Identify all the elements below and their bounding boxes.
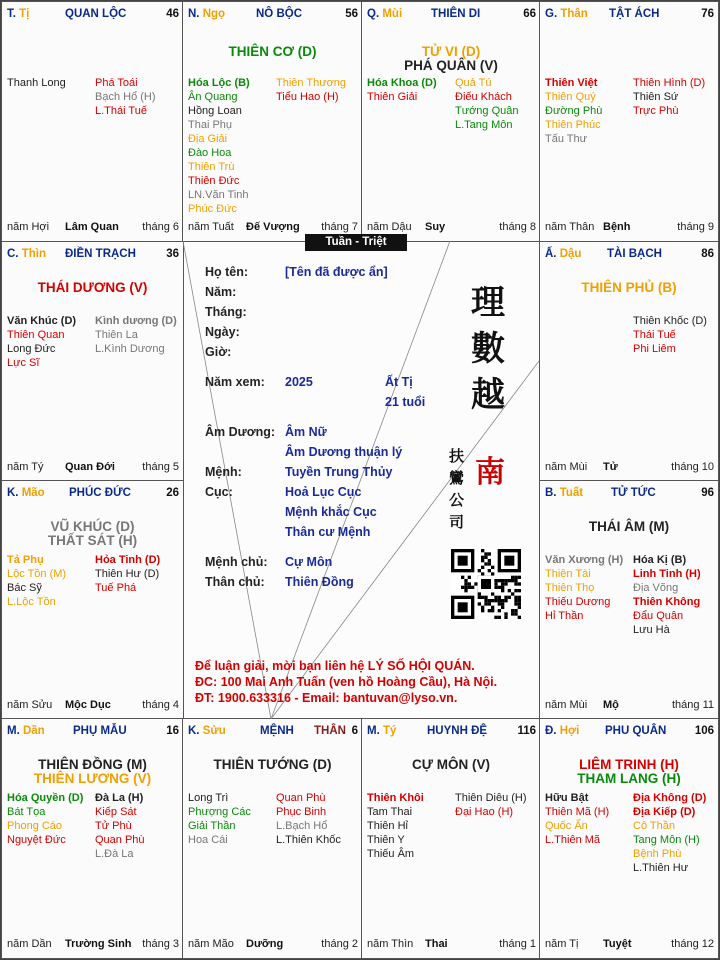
gio-label: Giờ:	[205, 345, 232, 359]
star-item: Trực Phù	[633, 105, 679, 117]
phase-label: Quan Đới	[65, 461, 115, 473]
star-item: Quả Tú	[455, 77, 492, 89]
seal-char-2: 數	[471, 329, 505, 369]
star-item: Thiên Diêu (H)	[455, 792, 527, 804]
qr-code-icon[interactable]	[451, 549, 521, 619]
star-item: Quan Phù	[276, 792, 326, 804]
star-item: Nguyệt Đức	[7, 834, 66, 846]
nam-label: Năm:	[205, 285, 237, 299]
stars-right	[633, 791, 706, 875]
star-item: Thiên Không	[633, 596, 701, 608]
main-star: THIÊN CƠ (D)	[228, 44, 317, 59]
palace-cell-thin	[1, 241, 184, 482]
star-item: Đường Phù	[545, 105, 603, 117]
star-item: Thiên Giải	[367, 91, 418, 103]
main-star: THÁI ÂM (M)	[588, 519, 670, 534]
star-item: Hóa Lộc (B)	[188, 77, 250, 89]
branch-label: B. Tuất	[545, 487, 584, 499]
star-item: Lưu Hà	[633, 624, 670, 636]
than-marker: THÂN	[314, 725, 346, 737]
age-range: 46	[166, 8, 179, 20]
star-item: Thiên Thọ	[545, 582, 595, 594]
star-item: Đại Hao (H)	[455, 806, 514, 818]
star-item: L.Lộc Tồn	[7, 596, 56, 608]
main-star-2: THẤT SÁT (H)	[47, 533, 138, 548]
star-item: Đào Hoa	[188, 147, 232, 159]
stars-left	[7, 553, 66, 609]
palace-cell-mao	[1, 480, 184, 720]
stars-left	[188, 791, 251, 847]
star-item: Ân Quang	[188, 91, 238, 103]
star-item: Lộc Tồn (M)	[7, 568, 67, 580]
year-label: năm Dần	[7, 938, 52, 950]
palace-name: QUAN LỘC	[65, 8, 127, 20]
palace-cell-ti	[1, 1, 184, 242]
age-range: 56	[345, 8, 358, 20]
star-item: Thiên Hình (D)	[633, 77, 706, 89]
year-label: năm Hợi	[7, 221, 50, 233]
star-item: L.Bạch Hổ	[276, 820, 328, 832]
star-item: L.Thiên Mã	[545, 834, 601, 846]
stars-right	[455, 791, 527, 819]
age-range: 36	[166, 248, 179, 260]
star-item: Thanh Long	[7, 77, 66, 89]
month-label: tháng 4	[142, 699, 179, 711]
branch-label: K. Sửu	[188, 725, 226, 737]
seal-small-3: 公	[449, 491, 465, 509]
star-item: Thiên Sứ	[633, 91, 679, 103]
star-item: Thai Phụ	[188, 119, 233, 131]
star-item: Địa Giải	[188, 133, 228, 145]
stars-right	[95, 791, 145, 861]
star-item: Tả Phụ	[7, 554, 44, 566]
tuan-triet-badge: Tuần - Triệt	[305, 234, 407, 251]
month-label: tháng 7	[321, 221, 358, 233]
palace-cell-ty	[361, 718, 541, 959]
phase-label: Đế Vượng	[246, 221, 300, 233]
age-range: 16	[166, 725, 179, 737]
star-item: Địa Kiếp (D)	[633, 806, 696, 818]
star-item: Phi Liêm	[633, 343, 676, 355]
age-range: 6	[351, 725, 358, 737]
star-item: Phong Cáo	[7, 820, 63, 832]
star-item: Hóa Kị (B)	[633, 554, 687, 566]
star-item: Văn Khúc (D)	[7, 315, 77, 327]
age-range: 106	[694, 725, 714, 737]
thang-label: Tháng:	[205, 305, 247, 319]
phase-label: Tuyệt	[603, 938, 632, 950]
stars-left	[545, 553, 623, 623]
stars-left	[7, 76, 66, 90]
branch-label: Đ. Hợi	[545, 725, 580, 737]
star-item: Thiên Việt	[545, 77, 598, 89]
star-item: Thái Tuế	[633, 329, 676, 341]
ngay-label: Ngày:	[205, 325, 240, 339]
stars-left	[367, 76, 437, 104]
star-item: Thiên Hư (D)	[95, 568, 160, 580]
star-item: L.Thái Tuế	[95, 105, 147, 117]
nam-xem-label: Năm xem:	[205, 375, 265, 389]
month-label: tháng 8	[499, 221, 536, 233]
contact-phone-email: ĐT: 1900.633316 - Email: bantuvan@lyso.vn.	[195, 691, 458, 705]
stars-left	[545, 791, 609, 847]
star-item: Địa Không (D)	[633, 792, 707, 804]
star-item: Thiên Quan	[7, 329, 65, 341]
palace-name: NÔ BỘC	[256, 8, 302, 20]
star-item: Bác Sỹ	[7, 582, 42, 594]
seal-small-4: 司	[449, 513, 465, 531]
menh-label: Mệnh:	[205, 465, 242, 479]
star-item: Bát Tọa	[7, 806, 46, 818]
star-item: Bệnh Phù	[633, 848, 682, 860]
am-duong-label: Âm Dương:	[205, 425, 276, 439]
than-cu-note: Thân cư Mệnh	[285, 525, 371, 539]
am-duong-value: Âm Nữ	[285, 425, 327, 439]
contact-line-1: Để luận giải, mời bạn liên hệ LÝ SỐ HỘI QUÁN.	[195, 659, 475, 673]
stars-left	[188, 76, 250, 216]
star-item: L.Đà La	[95, 848, 134, 860]
star-item: Thiên Trù	[188, 161, 235, 173]
seal-stamp: 南	[475, 455, 505, 490]
seal-small-2: 鸞	[449, 469, 465, 487]
star-item: Thiên Quý	[545, 91, 596, 103]
palace-name: TÀI BẠCH	[607, 248, 662, 260]
star-item: Hồng Loan	[188, 105, 242, 117]
star-item: Phượng Các	[188, 806, 251, 818]
star-item: Long Đức	[7, 343, 56, 355]
star-item: Thiếu Âm	[367, 848, 415, 860]
menh-chu-label: Mệnh chủ:	[205, 555, 268, 569]
stars-right	[633, 314, 707, 356]
year-label: năm Thân	[545, 221, 595, 233]
phase-label: Bệnh	[603, 221, 631, 233]
star-item: L.Thiên Khốc	[276, 834, 341, 846]
star-item: Hỏa Tinh (D)	[95, 554, 161, 566]
palace-cell-suu	[182, 718, 363, 959]
stars-left	[367, 791, 424, 861]
branch-label: G. Thân	[545, 8, 588, 20]
month-label: tháng 12	[671, 938, 714, 950]
than-chu-value: Thiên Đồng	[285, 575, 354, 589]
star-item: Đẩu Quân	[633, 610, 684, 622]
stars-right	[95, 314, 177, 356]
palace-cell-hoi	[539, 718, 719, 959]
main-star-2: THIÊN LƯƠNG (V)	[33, 771, 152, 786]
branch-label: N. Ngọ	[188, 8, 226, 20]
star-item: Tam Thai	[367, 806, 413, 818]
branch-label: T. Tị	[7, 8, 30, 20]
stars-right	[455, 76, 519, 132]
phase-label: Mộc Dục	[65, 699, 111, 711]
menh-value: Tuyền Trung Thủy	[285, 465, 393, 479]
star-item: L.Thiên Hư	[633, 862, 689, 874]
year-label: năm Mão	[188, 938, 234, 950]
nam-xem-value: 2025	[285, 375, 313, 389]
can-chi-year: Ất Tị	[385, 375, 413, 389]
cuc-value: Hoả Lục Cục	[285, 485, 362, 499]
age-range: 86	[701, 248, 714, 260]
year-label: năm Thìn	[367, 938, 414, 950]
month-label: tháng 10	[671, 461, 714, 473]
star-item: Hữu Bật	[545, 792, 589, 804]
star-item: Kình dương (D)	[95, 315, 177, 327]
cuc-note: Mệnh khắc Cục	[285, 505, 377, 519]
star-item: L.Tang Môn	[455, 119, 513, 131]
age-range: 66	[523, 8, 536, 20]
star-item: Lực Sĩ	[7, 357, 40, 369]
star-item: Tuế Phá	[95, 582, 137, 594]
am-duong-note: Âm Dương thuận lý	[285, 445, 403, 459]
branch-label: M. Tý	[367, 725, 397, 737]
age-range: 26	[166, 487, 179, 499]
main-star-2: PHÁ QUÂN (V)	[404, 58, 498, 73]
star-item: Giải Thần	[188, 820, 236, 832]
month-label: tháng 9	[677, 221, 714, 233]
star-item: Hoa Cái	[188, 834, 228, 846]
main-star: THIÊN PHỦ (B)	[581, 280, 677, 295]
phase-label: Trường Sinh	[65, 938, 132, 950]
phase-label: Tử	[603, 461, 618, 473]
main-star: THIÊN TƯỚNG (D)	[213, 757, 332, 772]
main-star-2: THAM LANG (H)	[577, 771, 681, 786]
star-item: Thiên Khôi	[367, 792, 424, 804]
stars-right	[276, 76, 346, 104]
palace-name: HUYNH ĐỆ	[427, 725, 488, 737]
star-item: Tiểu Hao (H)	[276, 91, 339, 103]
month-label: tháng 2	[321, 938, 358, 950]
seal-char-1: 理	[471, 283, 505, 323]
palace-name: ĐIỀN TRẠCH	[65, 248, 136, 260]
year-label: năm Mùi	[545, 461, 588, 473]
stars-left	[545, 76, 602, 146]
year-label: năm Tuất	[188, 221, 234, 233]
age-value: 21 tuổi	[385, 395, 426, 409]
stars-left	[7, 314, 76, 370]
center-info-panel	[183, 241, 539, 719]
star-item: Linh Tinh (H)	[633, 568, 701, 580]
star-item: Quan Phù	[95, 834, 145, 846]
branch-label: C. Thìn	[7, 248, 46, 260]
palace-cell-tuat	[539, 480, 719, 720]
star-item: Thiên Thương	[276, 77, 347, 89]
star-item: Thiên La	[95, 329, 138, 341]
palace-name: TỬ TỨC	[611, 487, 656, 499]
palace-cell-than	[539, 1, 719, 242]
star-item: Quốc Ấn	[545, 820, 588, 832]
palace-cell-dan	[1, 718, 184, 959]
phase-label: Suy	[425, 221, 446, 233]
stars-left	[7, 791, 83, 847]
year-label: năm Dậu	[367, 221, 412, 233]
age-range: 96	[701, 487, 714, 499]
phase-label: Dưỡng	[246, 938, 284, 950]
branch-label: M. Dần	[7, 725, 45, 737]
palace-name: TẬT ÁCH	[609, 8, 660, 20]
star-item: Thiên Đức	[188, 175, 240, 187]
star-item: LN.Văn Tinh	[188, 189, 249, 201]
branch-label: Q. Mùi	[367, 8, 403, 20]
star-item: Địa Võng	[633, 582, 679, 594]
month-label: tháng 1	[499, 938, 536, 950]
phase-label: Mộ	[603, 699, 619, 711]
month-label: tháng 6	[142, 221, 179, 233]
star-item: Đà La (H)	[95, 792, 144, 804]
star-item: Thiên Y	[367, 834, 405, 846]
contact-address: ĐC: 100 Mai Anh Tuấn (ven hồ Hoàng Cầu), Hà Nội.	[195, 675, 498, 689]
star-item: Hỉ Thần	[545, 610, 584, 622]
star-item: Thiên Mã (H)	[545, 806, 610, 818]
stars-right	[276, 791, 341, 847]
menh-chu-value: Cự Môn	[285, 555, 333, 569]
stars-right	[95, 76, 156, 118]
star-item: Thiếu Dương	[545, 596, 611, 608]
main-star: THIÊN ĐỒNG (M)	[38, 757, 147, 772]
month-label: tháng 5	[142, 461, 179, 473]
month-label: tháng 3	[142, 938, 179, 950]
star-item: Thiên Khốc (D)	[633, 315, 707, 327]
seal-char-3: 越	[471, 375, 505, 415]
palace-cell-dau	[539, 241, 719, 482]
age-range: 116	[517, 725, 536, 737]
stars-right	[633, 553, 701, 637]
palace-name: PHỤ MẪU	[73, 725, 127, 737]
stars-right	[633, 76, 705, 118]
palace-name: PHÚC ĐỨC	[69, 487, 131, 499]
star-item: Thiên Tài	[545, 568, 591, 580]
main-star: CỰ MÔN (V)	[412, 757, 490, 772]
year-label: năm Tý	[7, 461, 44, 473]
main-star: TỬ VI (D)	[421, 44, 481, 59]
star-item: Phúc Đức	[188, 203, 237, 215]
branch-label: K. Mão	[7, 487, 45, 499]
star-item: Hóa Quyền (D)	[7, 792, 84, 804]
ho-ten-label: Họ tên:	[205, 265, 249, 279]
branch-label: Ấ. Dậu	[545, 248, 582, 260]
palace-cell-mui	[361, 1, 541, 242]
palace-name: MỆNH	[260, 725, 294, 737]
star-item: Tướng Quân	[455, 105, 519, 117]
age-range: 76	[701, 8, 714, 20]
phase-label: Lâm Quan	[65, 221, 119, 233]
main-star: THÁI DƯƠNG (V)	[37, 280, 148, 295]
year-label: năm Tị	[545, 938, 579, 950]
star-item: Tấu Thư	[545, 133, 588, 145]
seal-small-1: 扶	[449, 447, 465, 465]
star-item: Kiếp Sát	[95, 806, 137, 818]
palace-name: PHU QUÂN	[605, 725, 667, 737]
star-item: Phá Toái	[95, 77, 138, 89]
palace-name: THIÊN DI	[431, 8, 481, 20]
main-star: VŨ KHÚC (D)	[50, 519, 135, 534]
star-item: Thiên Phúc	[545, 119, 601, 131]
ho-ten-value: [Tên đã được ẩn]	[285, 265, 388, 279]
star-item: Phục Binh	[276, 806, 327, 818]
star-item: Hóa Khoa (D)	[367, 77, 437, 89]
star-item: L.Kình Dương	[95, 343, 165, 355]
palace-cell-ngo	[182, 1, 363, 242]
star-item: Long Trì	[188, 792, 229, 804]
year-label: năm Mùi	[545, 699, 588, 711]
cuc-label: Cục:	[205, 485, 233, 499]
star-item: Tang Môn (H)	[633, 834, 700, 846]
star-item: Bạch Hổ (H)	[95, 91, 156, 103]
star-item: Cô Thần	[633, 820, 675, 832]
stars-right	[95, 553, 160, 595]
phase-label: Thai	[425, 938, 448, 950]
main-star: LIÊM TRINH (H)	[579, 757, 679, 772]
star-item: Văn Xương (H)	[545, 554, 624, 566]
star-item: Điếu Khách	[455, 91, 512, 103]
star-item: Thiên Hỉ	[367, 820, 408, 832]
star-item: Tử Phù	[95, 820, 132, 832]
month-label: tháng 11	[671, 699, 714, 711]
than-chu-label: Thân chủ:	[205, 575, 265, 589]
year-label: năm Sửu	[7, 699, 53, 711]
